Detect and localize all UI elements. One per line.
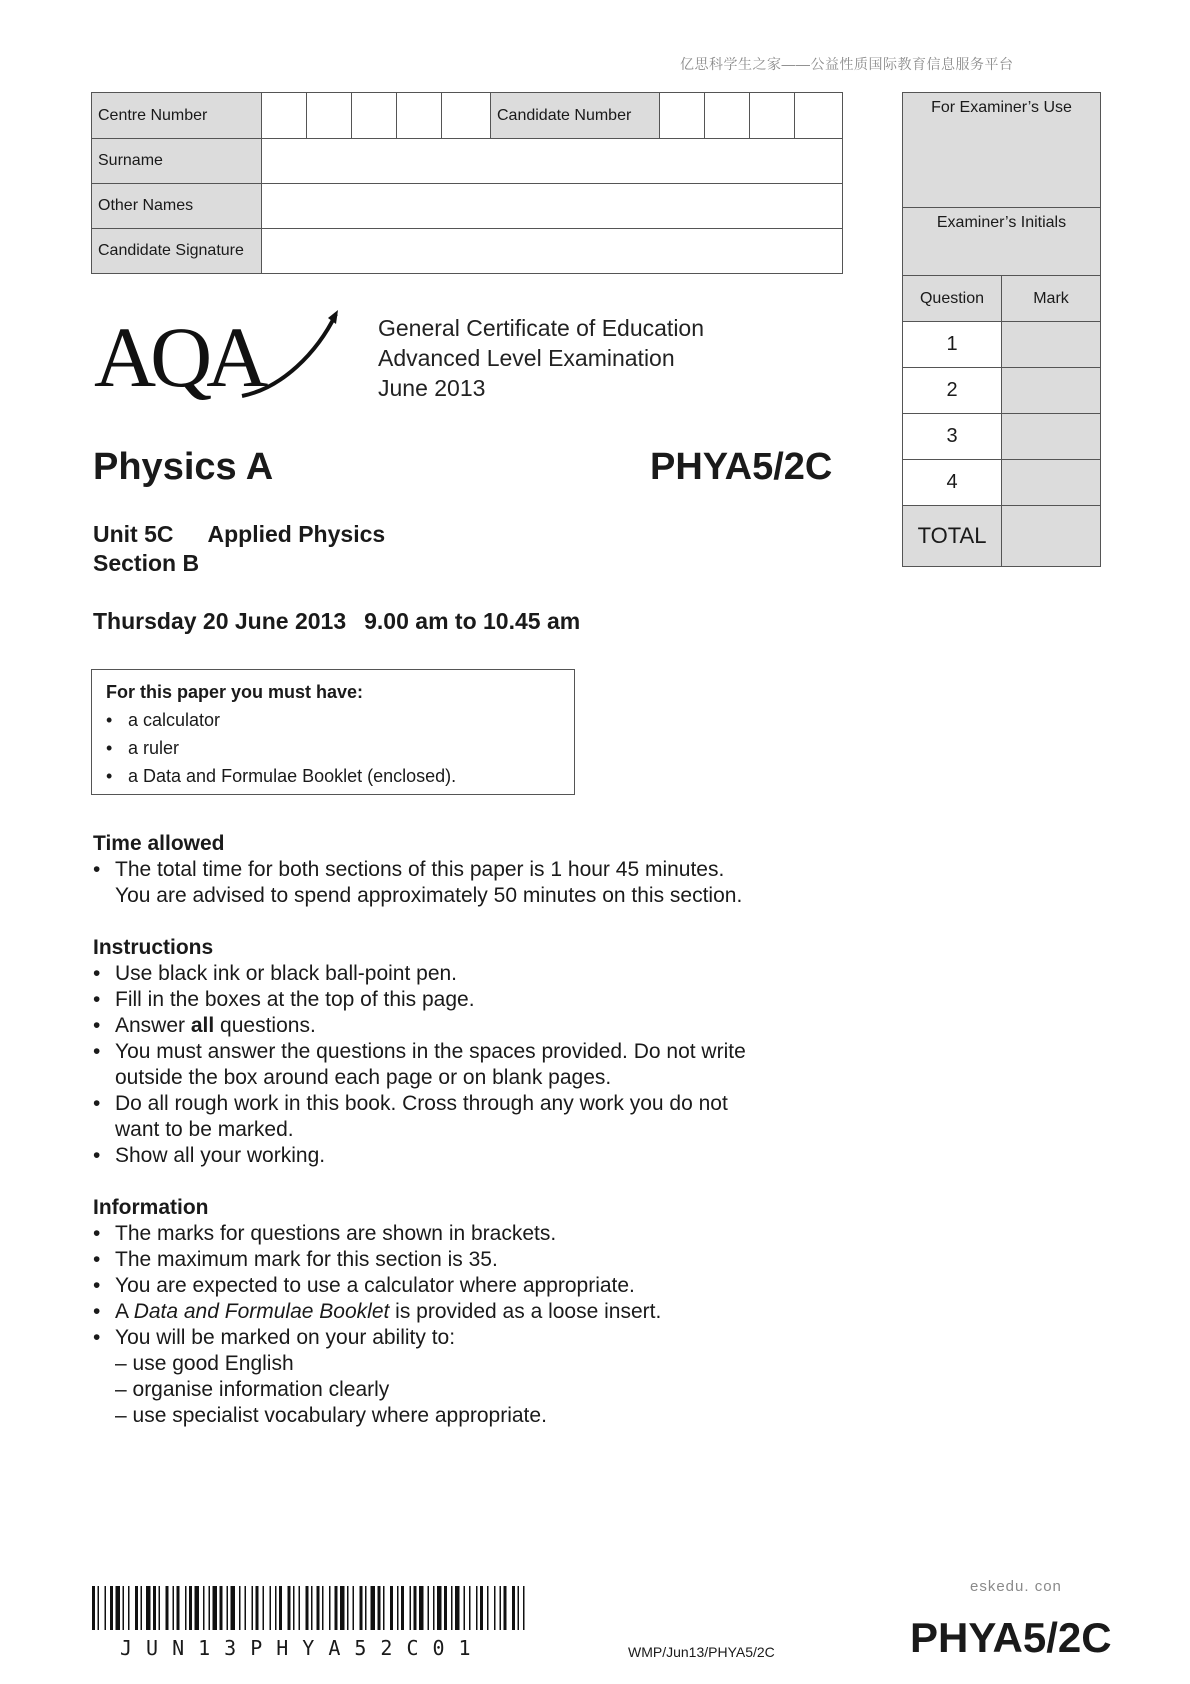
information-section	[93, 1195, 853, 1429]
barcode-bar	[311, 1586, 313, 1630]
question-row	[903, 460, 1100, 506]
question-header: Question	[903, 276, 1002, 321]
barcode-bar	[177, 1586, 180, 1630]
barcode-bar	[390, 1586, 393, 1630]
barcode-bar	[270, 1586, 272, 1630]
total-label: TOTAL	[903, 506, 1002, 566]
aqa-logo	[92, 308, 342, 408]
barcode-bar	[365, 1586, 367, 1630]
signature-row[interactable]	[92, 229, 842, 273]
information-item: • A Data and Formulae Booklet is provided as a loose insert.	[93, 1299, 853, 1325]
barcode-bar	[293, 1586, 295, 1630]
barcode-bar	[451, 1586, 453, 1630]
barcode-bar	[397, 1586, 399, 1630]
barcode-bar	[159, 1586, 161, 1630]
barcode-bar	[123, 1586, 125, 1630]
barcode-bar	[245, 1586, 247, 1630]
barcode-bar	[335, 1586, 338, 1630]
barcode-bar	[209, 1586, 211, 1630]
barcode-bar	[227, 1586, 229, 1630]
barcode-bar	[500, 1586, 502, 1630]
centre-candidate-row	[92, 93, 842, 139]
barcode-bar	[504, 1586, 507, 1630]
must-have-box	[91, 669, 575, 795]
eskedu-watermark: eskedu. con	[970, 1578, 1062, 1595]
information-subitem: – use specialist vocabulary where appropriate.	[115, 1404, 547, 1427]
barcode-bar	[189, 1586, 192, 1630]
must-have-item: • a ruler	[106, 734, 560, 762]
time-allowed-item: • The total time for both sections of this paper is 1 hour 45 minutes. You are advised to spend approximately 50 minutes on this section.	[93, 857, 853, 909]
instruction-item: • Show all your working.	[93, 1143, 853, 1169]
question-row	[903, 368, 1100, 414]
instruction-item: • Answer all questions.	[93, 1013, 853, 1039]
barcode-bar	[98, 1586, 100, 1630]
information-subitem: – use good English	[115, 1352, 294, 1375]
barcode-bar	[433, 1586, 435, 1630]
information-item: • The marks for questions are shown in brackets.	[93, 1221, 853, 1247]
examiner-use-title: For Examiner’s Use	[903, 93, 1100, 208]
barcode-bar	[512, 1586, 515, 1630]
date-text: Thursday 20 June 2013	[93, 608, 347, 634]
question-number: 3	[903, 414, 1002, 459]
barcode-bar	[410, 1586, 412, 1630]
barcode	[92, 1586, 532, 1630]
must-have-item: • a Data and Formulae Booklet (enclosed).	[106, 762, 560, 790]
barcode-bar	[464, 1586, 466, 1630]
barcode-bar	[480, 1586, 483, 1630]
barcode-bar	[317, 1586, 320, 1630]
must-have-item: • a calculator	[106, 706, 560, 734]
barcode-bar	[347, 1586, 349, 1630]
instructions-section	[93, 935, 853, 1169]
barcode-bar	[166, 1586, 169, 1630]
centre-number-digit[interactable]	[397, 93, 442, 138]
unit-title: Applied Physics	[207, 521, 386, 547]
barcode-bar	[401, 1586, 404, 1630]
barcode-bar	[444, 1586, 447, 1630]
instruction-item: • Do all rough work in this book. Cross through any work you do not want to be marked.	[93, 1091, 853, 1143]
candidate-number-digit[interactable]	[795, 93, 841, 138]
barcode-bar	[275, 1586, 277, 1630]
barcode-bar	[279, 1586, 282, 1630]
barcode-bar	[116, 1586, 121, 1630]
information-heading: Information	[93, 1196, 209, 1219]
examiner-initials-label: Examiner’s Initials	[903, 208, 1100, 276]
candidate-number-label: Candidate Number	[490, 93, 660, 138]
watermark-text: 亿思科学生之家——公益性质国际教育信息服务平台	[680, 56, 1014, 72]
other-names-label: Other Names	[92, 184, 262, 228]
instruction-item: • Fill in the boxes at the top of this page.	[93, 987, 853, 1013]
barcode-bar	[378, 1586, 381, 1630]
barcode-bar	[414, 1586, 417, 1630]
signature-label: Candidate Signature	[92, 229, 262, 273]
instructions-heading: Instructions	[93, 936, 214, 959]
barcode-bar	[494, 1586, 496, 1630]
paper-code: PHYA5/2C	[650, 446, 833, 488]
centre-number-digit[interactable]	[307, 93, 352, 138]
barcode-text: JUN13PHYA52C01	[120, 1636, 485, 1660]
barcode-bar	[329, 1586, 331, 1630]
paper-reference: WMP/Jun13/PHYA5/2C	[628, 1644, 775, 1660]
barcode-bar	[476, 1586, 478, 1630]
barcode-bar	[220, 1586, 223, 1630]
barcode-bar	[92, 1586, 95, 1630]
barcode-bar	[153, 1586, 156, 1630]
question-number: 2	[903, 368, 1002, 413]
candidate-number-digit[interactable]	[705, 93, 750, 138]
instruction-item: • You must answer the questions in the spaces provided. Do not write outside the box around each page or on blank pages.	[93, 1039, 853, 1091]
certificate-line: General Certificate of Education	[378, 315, 705, 341]
time-text: 9.00 am to 10.45 am	[364, 608, 581, 634]
instruction-item: • Use black ink or black ball-point pen.	[93, 961, 853, 987]
other-names-row[interactable]	[92, 184, 842, 229]
time-allowed-section	[93, 831, 853, 909]
information-subitem: – organise information clearly	[115, 1378, 390, 1401]
barcode-bar	[518, 1586, 520, 1630]
section-label: Section B	[93, 550, 200, 576]
centre-number-digit[interactable]	[442, 93, 490, 138]
unit-block	[93, 520, 385, 578]
barcode-bar	[239, 1586, 241, 1630]
certificate-block	[378, 313, 704, 403]
candidate-number-digit[interactable]	[660, 93, 705, 138]
question-row	[903, 322, 1100, 368]
barcode-bar	[437, 1586, 442, 1630]
centre-number-digit[interactable]	[352, 93, 397, 138]
examiner-use-panel	[902, 92, 1101, 567]
surname-label: Surname	[92, 139, 262, 183]
barcode-bar	[299, 1586, 301, 1630]
barcode-bar	[231, 1586, 236, 1630]
barcode-bar	[213, 1586, 218, 1630]
barcode-bar	[141, 1586, 143, 1630]
paper-code-footer: PHYA5/2C	[910, 1614, 1112, 1661]
barcode-bar	[340, 1586, 345, 1630]
surname-row[interactable]	[92, 139, 842, 184]
barcode-bar	[353, 1586, 355, 1630]
certificate-line: June 2013	[378, 375, 486, 401]
subject-title: Physics A	[93, 446, 274, 488]
certificate-line: Advanced Level Examination	[378, 345, 675, 371]
mark-header: Mark	[1033, 289, 1069, 307]
question-row	[903, 414, 1100, 460]
exam-header-row	[903, 276, 1100, 322]
time-allowed-heading: Time allowed	[93, 832, 225, 855]
centre-number-digit[interactable]	[262, 93, 307, 138]
barcode-bar	[263, 1586, 265, 1630]
barcode-bar	[105, 1586, 107, 1630]
barcode-bar	[419, 1586, 424, 1630]
barcode-bar	[128, 1586, 130, 1630]
question-number: 4	[903, 460, 1002, 505]
barcode-bar	[523, 1586, 525, 1630]
barcode-bar	[110, 1586, 113, 1630]
centre-number-label: Centre Number	[92, 93, 262, 138]
aqa-logo-text: AQA	[94, 309, 263, 405]
barcode-bar	[487, 1586, 489, 1630]
barcode-bar	[371, 1586, 376, 1630]
barcode-bar	[322, 1586, 324, 1630]
unit-number: Unit 5C	[93, 521, 174, 547]
candidate-details-box	[91, 92, 843, 274]
barcode-bar	[146, 1586, 151, 1630]
barcode-bar	[288, 1586, 291, 1630]
candidate-number-digit[interactable]	[750, 93, 795, 138]
exam-date	[93, 608, 580, 635]
barcode-bar	[252, 1586, 254, 1630]
barcode-bar	[195, 1586, 200, 1630]
information-item: • You are expected to use a calculator where appropriate.	[93, 1273, 853, 1299]
barcode-bar	[203, 1586, 205, 1630]
barcode-bar	[455, 1586, 460, 1630]
barcode-bar	[360, 1586, 363, 1630]
barcode-bar	[135, 1586, 138, 1630]
barcode-bar	[185, 1586, 187, 1630]
barcode-bar	[383, 1586, 385, 1630]
must-have-heading: For this paper you must have:	[106, 682, 364, 702]
barcode-bar	[428, 1586, 430, 1630]
question-number: 1	[903, 322, 1002, 367]
total-row	[903, 506, 1100, 566]
barcode-bar	[256, 1586, 259, 1630]
barcode-bar	[306, 1586, 309, 1630]
information-item: • The maximum mark for this section is 35.	[93, 1247, 853, 1273]
barcode-bar	[469, 1586, 471, 1630]
barcode-bar	[173, 1586, 175, 1630]
information-item: • You will be marked on your ability to:	[93, 1325, 853, 1351]
